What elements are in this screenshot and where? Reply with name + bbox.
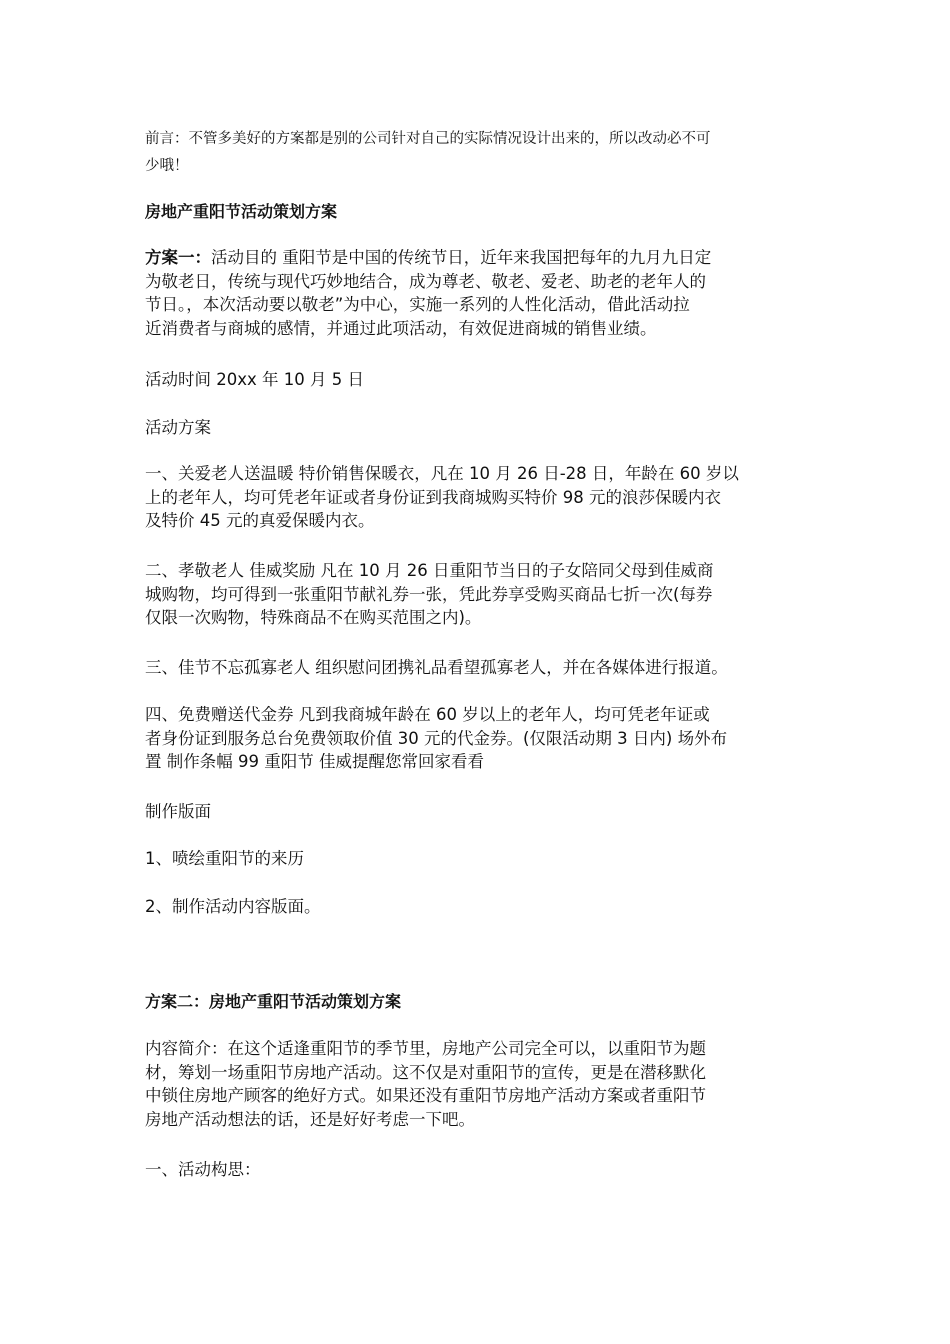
scheme-item-line: 一、关爱老人送温暖 特价销售保暖衣，凡在 10 月 26 日-28 日，年龄在 60 岁以 — [145, 464, 739, 483]
scheme-item-line: 者身份证到服务总台免费领取价值 30 元的代金券。(仅限活动期 3 日内) 场外布 — [145, 728, 728, 748]
scheme-item-line: 上的老年人，均可凭老年证或者身份证到我商城购买特价 98 元的浪莎保暖内衣 — [145, 487, 721, 507]
scheme-item-line: 四、免费赠送代金券 凡到我商城年龄在 60 岁以上的老年人，均可凭老年证或 — [145, 705, 710, 724]
scheme-item-2 — [145, 559, 825, 630]
plan1-paragraph — [145, 246, 825, 340]
plan2-title: 方案二：房地产重阳节活动策划方案 — [145, 992, 402, 1011]
preface-paragraph — [145, 126, 825, 180]
preface-line: 前言：不管多美好的方案都是别的公司针对自己的实际情况设计出来的，所以改动必不可 — [145, 131, 711, 147]
intro-line: 材，筹划一场重阳节房地产活动。这不仅是对重阳节的宣传，更是在潜移默化 — [145, 1062, 706, 1082]
plan1-line: 为敬老日，传统与现代巧妙地结合，成为尊老、敬老、爱老、助老的老年人的 — [145, 271, 706, 291]
plan1-line: 节日。，本次活动要以敬老”为中心，实施一系列的人性化活动，借此活动拉 — [145, 295, 690, 314]
layout-item: 1、喷绘重阳节的来历 — [145, 849, 304, 868]
activity-scheme-heading: 活动方案 — [145, 418, 211, 437]
plan1-lead: 方案一： — [145, 248, 211, 267]
scheme-item-4 — [145, 703, 825, 774]
scheme-item-line: 仅限一次购物，特殊商品不在购买范围之内)。 — [145, 608, 482, 627]
scheme-item-line: 二、孝敬老人 佳威奖励 凡在 10 月 26 日重阳节当日的子女陪同父母到佳威商 — [145, 561, 714, 580]
intro-line: 内容简介：在这个适逢重阳节的季节里，房地产公司完全可以，以重阳节为题 — [145, 1039, 706, 1058]
intro-line: 中锁住房地产顾客的绝好方式。如果还没有重阳节房地产活动方案或者重阳节 — [145, 1086, 706, 1105]
plan1-line-text: 活动目的 重阳节是中国的传统节日，近年来我国把每年的九月九日定 — [211, 248, 712, 267]
document-title: 房地产重阳节活动策划方案 — [145, 202, 338, 221]
activity-time: 活动时间 20xx 年 10 月 5 日 — [145, 370, 364, 389]
scheme-item-line: 置 制作条幅 99 重阳节 佳威提醒您常回家看看 — [145, 752, 484, 771]
layout-heading: 制作版面 — [145, 802, 211, 821]
scheme-item-line: 城购物，均可得到一张重阳节献礼券一张，凭此券享受购买商品七折一次(每券 — [145, 584, 713, 604]
preface-line: 少哦！ — [145, 158, 189, 174]
scheme-item-line: 及特价 45 元的真爱保暖内衣。 — [145, 511, 375, 530]
intro-paragraph — [145, 1037, 825, 1131]
intro-line: 房地产活动想法的话，还是好好考虑一下吧。 — [145, 1109, 475, 1129]
scheme-item-3: 三、佳节不忘孤寡老人 组织慰问团携礼品看望孤寡老人，并在各媒体进行报道。 — [145, 658, 728, 677]
scheme-item-1 — [145, 462, 825, 533]
plan1-line: 近消费者与商城的感情，并通过此项活动，有效促进商城的销售业绩。 — [145, 318, 657, 338]
layout-item: 2、制作活动内容版面。 — [145, 897, 321, 916]
concept-heading: 一、活动构思： — [145, 1160, 261, 1179]
plan1-line — [145, 246, 825, 270]
